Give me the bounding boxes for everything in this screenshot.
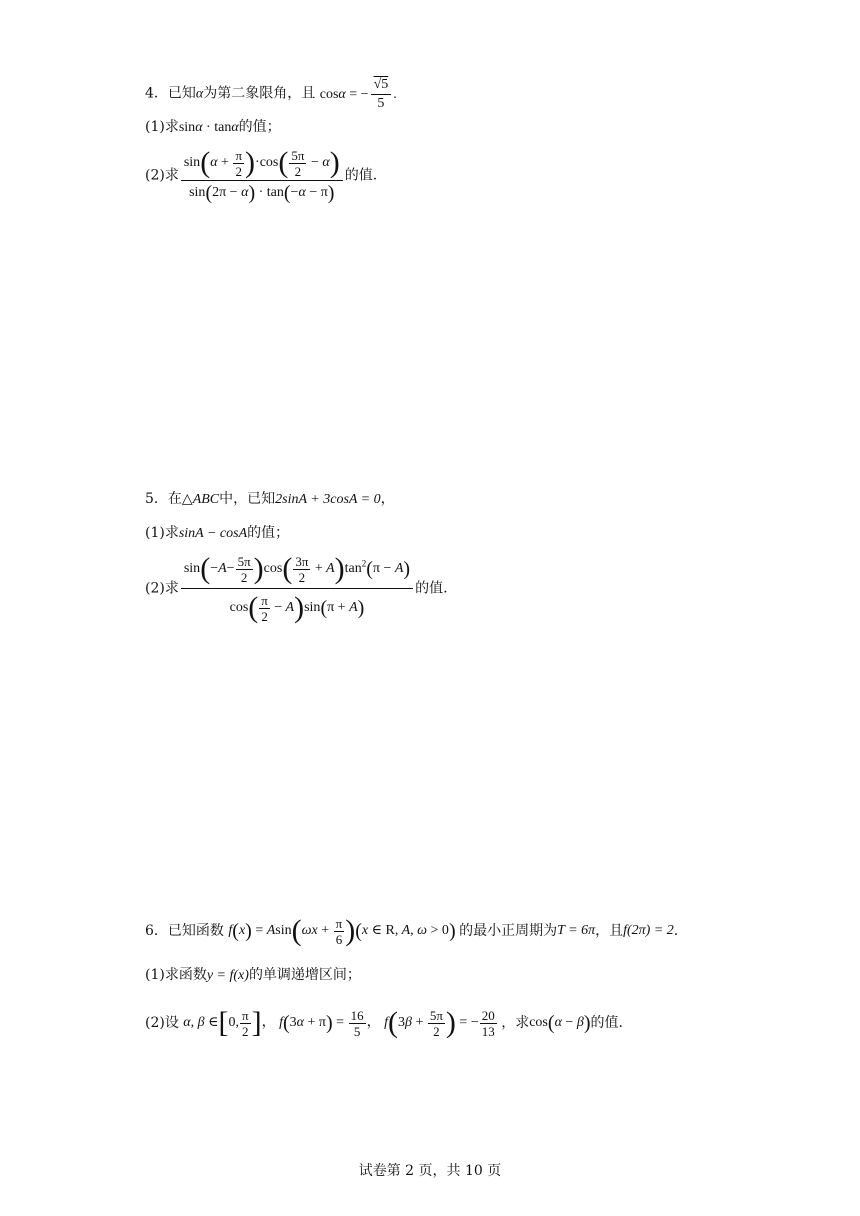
q5-part1-expr: sinA − cosA [178,526,248,541]
q6-part1-expr: y = f(x) [206,968,249,983]
q4-number: 4． [145,85,168,102]
q6-part2-conditions: α, β ∈[0, $\frac{\pi}{2}$ ]， f(3α + π) = $\frac{16}{5}$ ， f(3β + $\frac{5\pi}{2}$ ) = − $\frac{20}{13}$ [183,1006,495,1039]
q6-number: 6． [145,923,168,939]
q5-part2-fraction: sin(−A− $\frac{5\pi}{2}$ )cos( $\frac{3\pi}{2}$ + $A)\tan^2(\pi - A)$ cos( $\frac{\pi}{2}$ − A)sin(π + A) [181,554,413,623]
q4-cos-condition: cosα = − $\frac{√5}{5}$ . [319,77,397,111]
q5-part1: (1)求sinA − cosA的值； [145,525,290,541]
q6-stem: 6．已知函数 f(x) = Asin(ωx + $\frac{\pi}{6}$ )(x ∈ R, A, ω > 0) 的最小正周期为T = 6π，且f(2π) = 2. [145,914,679,947]
q5-part2: (2)求 sin(−A− $\frac{5\pi}{2}$ )cos( $\frac{3\pi}{2}$ + $A)\tan^2(\pi - A)$ cos( $\frac{\pi}{2}$ − A)sin(π + A) 的值. [145,552,448,624]
q4-stem: 4．已知α为第二象限角，且 cosα = − $\frac{√5}{5}$ . [145,77,397,111]
q5-condition: 2sinA + 3cosA = 0 [275,492,381,507]
q6-function-def: f(x) = Asin(ωx + $\frac{\pi}{6}$ )(x ∈ R, A, ω > 0) [228,914,456,947]
q5-stem: 5．在△ABC中，已知2sinA + 3cosA = 0， [145,491,395,507]
page-footer: 试卷第 2 页，共 10 页 [358,1163,502,1179]
q4-part1-expr: sinα · tanα [178,120,239,135]
q4-part2: (2)求 sin(α + $\frac{\pi}{2}$ )·cos( $\frac{5\pi}{2}$ − α) sin(2π − α) · tan(−α − π) 的值. [145,146,378,204]
q6-part1: (1)求函数y = f(x)的单调递增区间； [145,967,361,983]
q4-part1: (1)求sinα · tanα的值； [145,119,281,135]
q5-number: 5． [145,491,168,507]
q6-part2-target: cos(α − β) [529,1012,591,1034]
q6-part2: (2)设 α, β ∈[0, $\frac{\pi}{2}$ ]， f(3α + π) = $\frac{16}{5}$ ， f(3β + $\frac{5\pi}{2}$ ) = − $\frac{20}{13}$ ，求cos(α − β)的值. [145,1006,623,1039]
q4-part2-fraction: sin(α + $\frac{\pi}{2}$ )·cos( $\frac{5\pi}{2}$ − α) sin(2π − α) · tan(−α − π) [181,148,343,203]
